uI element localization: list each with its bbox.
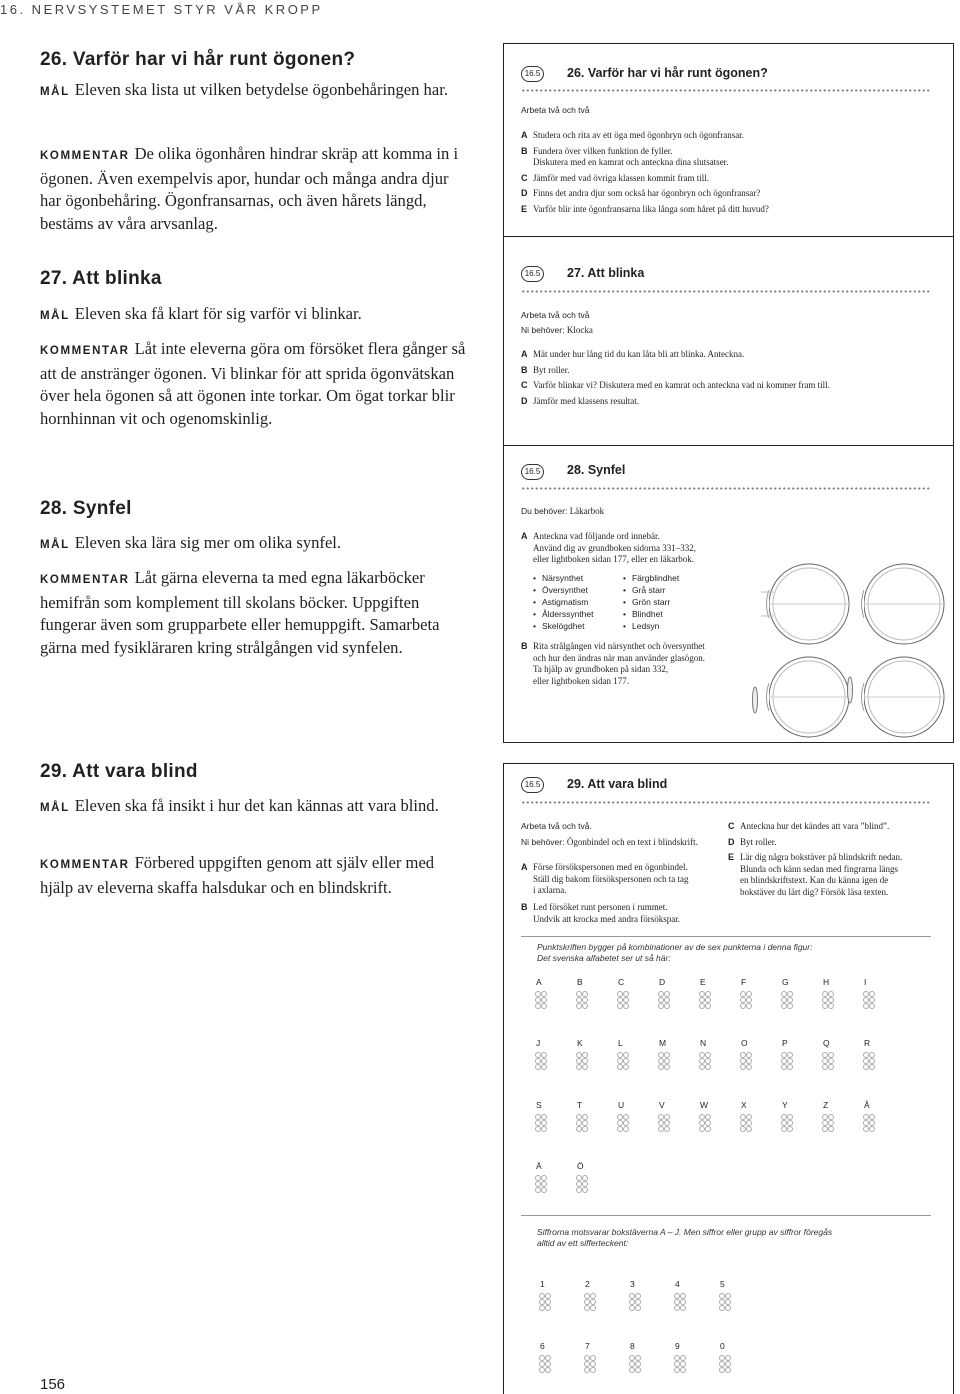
- braille-digit: 3: [630, 1279, 635, 1289]
- list-item: B Byt roller.: [521, 364, 570, 375]
- braille-cell: [576, 991, 590, 1011]
- list-item: • Skelögdhet: [533, 620, 593, 632]
- braille-cell: [629, 1355, 643, 1375]
- braille-letter: Å: [864, 1100, 870, 1110]
- braille-cell: [699, 1052, 713, 1072]
- braille-cell: [699, 991, 713, 1011]
- kommentar-text: Förbered uppgiften genom att själv eller med hjälp av eleverna skaffa halsdukar och en blindskrift.: [40, 853, 435, 897]
- mal-label: MÅL: [40, 86, 70, 98]
- braille-letter: L: [618, 1038, 623, 1048]
- braille-cell: [863, 991, 877, 1011]
- dotted-divider: [521, 290, 931, 293]
- list-item: • Astigmatism: [533, 596, 593, 608]
- braille-cell: [781, 1114, 795, 1134]
- divider: [503, 445, 954, 446]
- card-26-list: [521, 130, 941, 215]
- chapter-badge: 16.5: [521, 66, 544, 82]
- braille-letter: H: [823, 977, 830, 987]
- braille-digit: 7: [585, 1341, 590, 1351]
- list-item: C Jämför med vad övriga klassen kommit fram till.: [521, 172, 709, 183]
- braille-letter: O: [741, 1038, 748, 1048]
- braille-cell: [719, 1355, 733, 1375]
- mal-text: Eleven ska få klart för sig varför vi blinkar.: [74, 304, 362, 323]
- braille-letter: S: [536, 1100, 542, 1110]
- braille-cell: [535, 1052, 549, 1072]
- card-28-task-a: A Anteckna vad följande ord innebär. Använd dig av grundboken sidorna 331–332, eller lightboken sidan 177, eller en läkarbok.: [521, 531, 696, 564]
- braille-cell: [781, 1052, 795, 1072]
- braille-letter: R: [864, 1038, 871, 1048]
- dotted-divider: [521, 89, 931, 92]
- kommentar-text: De olika ögonhåren hindrar skräp att komma in i ögonen. Även exempelvis apor, hundar och många andra djur har ögonbehåring. Ögonfransarnas, och även hårets längd, bestäms av våra arvsanlag.: [40, 144, 459, 233]
- section-28-mal: [40, 532, 468, 557]
- braille-cell: [584, 1355, 598, 1375]
- braille-letter: T: [577, 1100, 583, 1110]
- braille-digit: 4: [675, 1279, 680, 1289]
- braille-digit: 9: [675, 1341, 680, 1351]
- mal-text: Eleven ska få insikt i hur det kan kännas att vara blind.: [74, 796, 439, 815]
- card-27-title: 27. Att blinka: [567, 266, 645, 280]
- list-item: B Fundera över vilken funktion de fyller.: [521, 145, 673, 156]
- braille-cell: [539, 1355, 553, 1375]
- eye-icon: [767, 657, 850, 737]
- braille-letter: D: [659, 977, 666, 987]
- section-28-kommentar: [40, 567, 468, 659]
- braille-cell: [576, 1175, 590, 1195]
- list-item: E Varför blir inte ögonfransarna lika långa som håret på ditt huvud?: [521, 203, 769, 214]
- braille-cell: [674, 1355, 688, 1375]
- list-item: • Ålderssynthet: [533, 608, 593, 620]
- card-29-tasks-c-e: C Anteckna hur det kändes att vara ”blind”. D Byt roller. E Lär dig några bokstäver på blindskrift nedan. Blunda och känn sedan med fingrarna längs en blindskriftstext. Kan du känna igen de bokstäver du lärt dig? Försök läsa texten.: [728, 821, 903, 897]
- list-item: • Ledsyn: [623, 620, 679, 632]
- mal-label: MÅL: [40, 539, 70, 551]
- card-29-task-a: A Förse försökspersonen med en ögonbindel. Ställ dig bakom försökspersonen och ta tag i axlarna.: [521, 862, 689, 895]
- card-27-list: [521, 349, 941, 407]
- braille-cell: [740, 1052, 754, 1072]
- eye-diagrams: [752, 560, 948, 740]
- braille-letter: N: [700, 1038, 707, 1048]
- braille-letter: P: [782, 1038, 788, 1048]
- braille-letter: A: [536, 977, 542, 987]
- card-29-title: 29. Att vara blind: [567, 777, 668, 791]
- list-item: A Studera och rita av ett öga med ögonbryn och ögonfransar.: [521, 130, 744, 140]
- eye-icon: [761, 564, 849, 644]
- braille-letter: G: [782, 977, 789, 987]
- running-header: 16. NERVSYSTEMET STYR VÅR KROPP: [0, 2, 323, 17]
- braille-letter: W: [700, 1100, 709, 1110]
- braille-letter: X: [741, 1100, 747, 1110]
- section-26-title: 26. Varför har vi hår runt ögonen?: [40, 49, 356, 70]
- list-item: D Jämför med klassens resultat.: [521, 395, 639, 406]
- section-26-mal: [40, 79, 468, 104]
- braille-letter: M: [659, 1038, 667, 1048]
- kommentar-label: KOMMENTAR: [40, 150, 130, 162]
- digits-intro: Siffrorna motsvarar bokstäverna A – J. Men siffror eller grupp av siffror föregås alltid av ett sifferteckent:: [537, 1227, 833, 1248]
- braille-cell: [617, 1114, 631, 1134]
- mal-label: MÅL: [40, 802, 70, 814]
- list-item: • Grön starr: [623, 596, 679, 608]
- card-27-sub: Arbeta två och två: [521, 310, 590, 320]
- braille-letter: B: [577, 977, 583, 987]
- kommentar-label: KOMMENTAR: [40, 345, 130, 357]
- list-item: • Närsynthet: [533, 572, 593, 584]
- dotted-divider: [521, 487, 931, 490]
- card-28-need: Du behöver: Läkarbok: [521, 506, 605, 516]
- divider: [521, 936, 931, 937]
- braille-cell: [740, 1114, 754, 1134]
- braille-cell: [740, 991, 754, 1011]
- braille-cell: [674, 1293, 688, 1313]
- eye-icon: [862, 657, 945, 737]
- braille-cell: [822, 991, 836, 1011]
- braille-letter: K: [577, 1038, 583, 1048]
- list-item-cont: Diskutera med en kamrat och anteckna dina slutsatser.: [533, 157, 729, 167]
- braille-cell: [822, 1052, 836, 1072]
- braille-cell: [617, 991, 631, 1011]
- braille-cell: [535, 991, 549, 1011]
- braille-letter: C: [618, 977, 625, 987]
- braille-letter: Ä: [536, 1161, 542, 1171]
- braille-letter: Z: [823, 1100, 829, 1110]
- eye-icon: [862, 564, 945, 644]
- kommentar-label: KOMMENTAR: [40, 859, 130, 871]
- braille-cell: [539, 1293, 553, 1313]
- card-29-task-b: B Led försöket runt personen i rummet. Undvik att krocka med andra försökspar.: [521, 902, 680, 924]
- braille-letter: I: [864, 977, 867, 987]
- chapter-badge: 16.5: [521, 266, 544, 282]
- braille-letter: F: [741, 977, 747, 987]
- braille-letter: Q: [823, 1038, 830, 1048]
- kommentar-text: Låt gärna eleverna ta med egna läkarböcker hemifrån som komplement till skolans böcker. Uppgiften fungerar även som grupparbete eller hemuppgift. Samarbeta gärna med fysikläraren kring strålgången vid synfelen.: [40, 568, 440, 657]
- section-29-kommentar: [40, 852, 468, 899]
- braille-letter: Y: [782, 1100, 788, 1110]
- divider: [521, 1215, 931, 1216]
- braille-cell: [863, 1052, 877, 1072]
- list-item: C Varför blinkar vi? Diskutera med en kamrat och anteckna vad ni kommer fram till.: [521, 380, 830, 390]
- mal-label: MÅL: [40, 310, 70, 322]
- braille-digit: 6: [540, 1341, 545, 1351]
- braille-cell: [781, 991, 795, 1011]
- braille-digit: 2: [585, 1279, 590, 1289]
- lens-icon: [753, 687, 758, 713]
- card-29-need: Ni behöver: Ögonbindel och en text i blindskrift.: [521, 837, 698, 847]
- section-26-kommentar: [40, 143, 468, 235]
- list-item: • Översynthet: [533, 584, 593, 596]
- braille-cell: [535, 1114, 549, 1134]
- braille-cell: [576, 1114, 590, 1134]
- card-28-task-b: B Rita strålgången vid närsynthet och översynthet och hur den ändras när man använder glasögon. Ta hjälp av grundboken på sidan 332, eller lightboken sidan 177.: [521, 641, 705, 686]
- lens-icon: [848, 677, 853, 703]
- list-item: • Färgblindhet: [623, 572, 679, 584]
- list-item: • Grå starr: [623, 584, 679, 596]
- braille-cell: [699, 1114, 713, 1134]
- braille-cell: [584, 1293, 598, 1313]
- mal-text: Eleven ska lära sig mer om olika synfel.: [74, 533, 342, 552]
- braille-letter: U: [618, 1100, 625, 1110]
- braille-cell: [719, 1293, 733, 1313]
- braille-letter: V: [659, 1100, 665, 1110]
- braille-digit: 5: [720, 1279, 725, 1289]
- section-27-kommentar: [40, 338, 468, 430]
- braille-letter: J: [536, 1038, 541, 1048]
- card-26-title: 26. Varför har vi hår runt ögonen?: [567, 66, 768, 80]
- card-27-need: Ni behöver: Klocka: [521, 325, 593, 335]
- braille-intro: Punktskriften bygger på kombinationer av de sex punkterna i denna figur: Det svenska alfabetet ser ut så här:: [537, 942, 813, 963]
- section-28-title: 28. Synfel: [40, 498, 132, 519]
- page-number: 156: [40, 1376, 66, 1393]
- kommentar-text: Låt inte eleverna göra om försöket flera gånger så att de anstränger ögonen. Vi blinkar för att sprida ögonvätskan över hela ögonen så att ögonen inte torkar. Om ögat torkar blir hornhinnan vit och ogenomskinlig.: [40, 339, 466, 428]
- braille-cell: [576, 1052, 590, 1072]
- card-26-sub: Arbeta två och två: [521, 105, 590, 115]
- mal-text: Eleven ska lista ut vilken betydelse ögonbehåringen har.: [74, 80, 448, 99]
- braille-letter: E: [700, 977, 706, 987]
- braille-cell: [863, 1114, 877, 1134]
- vision-terms-list-2: [623, 572, 679, 632]
- braille-digit: 0: [720, 1341, 725, 1351]
- braille-cell: [658, 1114, 672, 1134]
- braille-digit: 1: [540, 1279, 545, 1289]
- braille-letter: Ö: [577, 1161, 584, 1171]
- braille-cell: [617, 1052, 631, 1072]
- braille-cell: [822, 1114, 836, 1134]
- chapter-badge: 16.5: [521, 464, 544, 480]
- braille-cell: [658, 991, 672, 1011]
- kommentar-label: KOMMENTAR: [40, 574, 130, 586]
- card-28-title: 28. Synfel: [567, 463, 626, 477]
- section-27-title: 27. Att blinka: [40, 268, 162, 289]
- list-item: • Blindhet: [623, 608, 679, 620]
- section-29-title: 29. Att vara blind: [40, 761, 198, 782]
- list-item: D Finns det andra djur som också har ögonbryn och ögonfransar?: [521, 188, 761, 198]
- braille-cell: [658, 1052, 672, 1072]
- vision-terms-list-1: [533, 572, 593, 632]
- list-item: A Mät under hur lång tid du kan låta bli att blinka. Anteckna.: [521, 349, 745, 359]
- braille-digit: 8: [630, 1341, 635, 1351]
- section-27-mal: [40, 303, 468, 328]
- braille-cell: [535, 1175, 549, 1195]
- dotted-divider: [521, 801, 931, 804]
- divider: [503, 236, 954, 237]
- section-29-mal: [40, 795, 468, 820]
- card-29-sub: Arbeta två och två.: [521, 821, 592, 831]
- braille-cell: [629, 1293, 643, 1313]
- chapter-badge: 16.5: [521, 777, 544, 793]
